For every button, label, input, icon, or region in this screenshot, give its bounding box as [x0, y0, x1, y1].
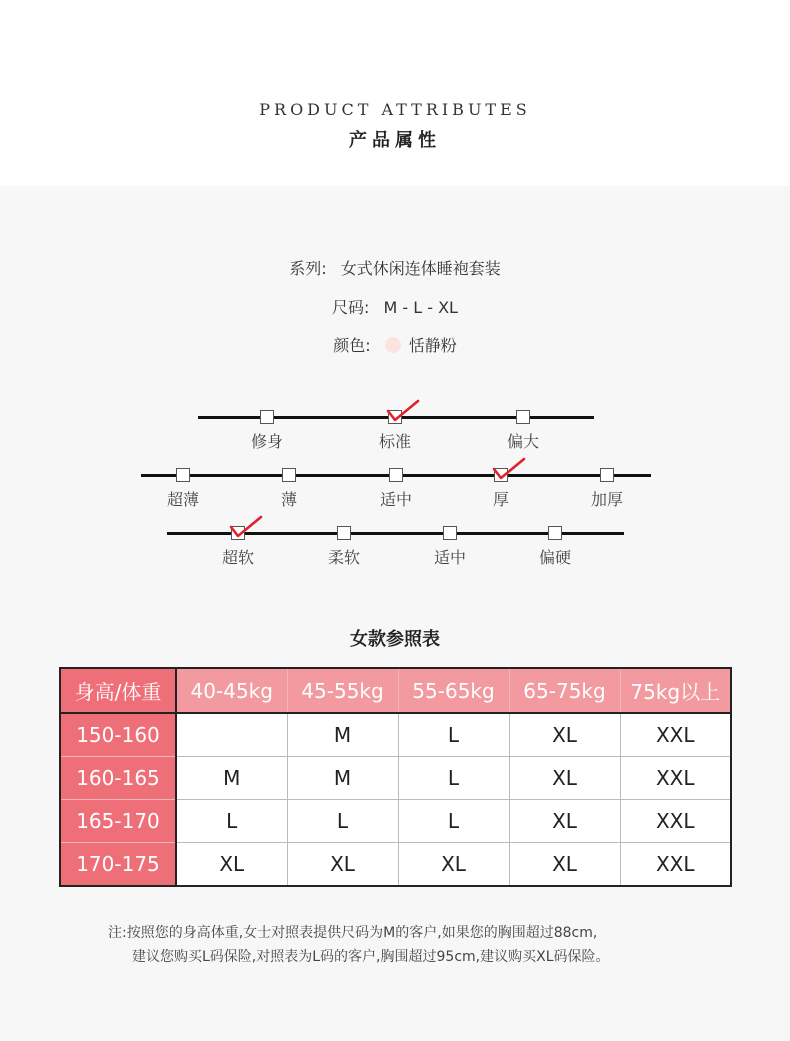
- check-mark-icon: [229, 515, 263, 539]
- weight-column-header: 55-65kg: [398, 668, 509, 713]
- table-row: [60, 757, 731, 800]
- title-chinese: 产品属性: [349, 130, 441, 151]
- scale-option-label: 超软: [221, 548, 254, 567]
- scale-option-label: 标准: [378, 432, 411, 451]
- size-cell: XXL: [620, 757, 731, 800]
- checkbox-thickness-1: [282, 468, 296, 482]
- size-cell: M: [287, 757, 398, 800]
- scale-option-label: 加厚: [590, 490, 623, 509]
- checkbox-fit-2: [516, 410, 530, 424]
- size-row: [0, 295, 790, 318]
- height-row-header: 170-175: [60, 842, 176, 886]
- note-line-2: 建议您购买L码保险,对照表为L码的客户,胸围超过95cm,建议购买XL码保险。: [132, 949, 610, 965]
- size-cell: [176, 713, 287, 757]
- height-row-header: 150-160: [60, 713, 176, 757]
- size-cell: XL: [176, 842, 287, 886]
- size-cell: XL: [509, 713, 620, 757]
- size-cell: XXL: [620, 713, 731, 757]
- series-value: 女式休闲连体睡袍套装: [340, 259, 501, 278]
- size-cell: XXL: [620, 842, 731, 886]
- weight-column-header: 40-45kg: [176, 668, 287, 713]
- size-cell: XL: [398, 842, 509, 886]
- series-label: 系列:: [289, 259, 327, 278]
- size-chart-table: [59, 667, 732, 887]
- checkbox-thickness-2: [389, 468, 403, 482]
- scale-option-label: 适中: [379, 490, 412, 509]
- height-row-header: 165-170: [60, 799, 176, 842]
- note-line-1: 注:按照您的身高体重,女士对照表提供尺码为M的客户,如果您的胸围超过88cm,: [108, 925, 598, 941]
- scale-option-label: 适中: [433, 548, 466, 567]
- weight-column-header: 45-55kg: [287, 668, 398, 713]
- size-cell: M: [287, 713, 398, 757]
- checkbox-softness-2: [443, 526, 457, 540]
- scale-option-label: 超薄: [166, 490, 199, 509]
- size-label: 尺码:: [332, 298, 370, 317]
- checkbox-fit-0: [260, 410, 274, 424]
- size-cell: XL: [509, 799, 620, 842]
- size-cell: L: [398, 713, 509, 757]
- checkbox-softness-3: [548, 526, 562, 540]
- title-english: PRODUCT ATTRIBUTES: [259, 100, 531, 119]
- size-value: M - L - XL: [383, 298, 458, 317]
- size-cell: XL: [509, 842, 620, 886]
- color-swatch: [385, 337, 401, 353]
- header-section: [0, 0, 790, 186]
- scale-option-label: 厚: [492, 490, 509, 509]
- check-mark-icon: [386, 399, 420, 423]
- size-chart-corner: 身高/体重: [60, 668, 176, 713]
- size-cell: L: [287, 799, 398, 842]
- color-value: 恬静粉: [408, 336, 457, 355]
- size-chart-header-row: [60, 668, 731, 713]
- size-cell: XL: [287, 842, 398, 886]
- color-row: [0, 333, 790, 356]
- weight-column-header: 75kg以上: [620, 668, 731, 713]
- size-cell: M: [176, 757, 287, 800]
- checkbox-thickness-0: [176, 468, 190, 482]
- checkbox-softness-1: [337, 526, 351, 540]
- checkbox-thickness-4: [600, 468, 614, 482]
- table-row: [60, 713, 731, 757]
- size-chart-title: 女款参照表: [350, 629, 440, 650]
- size-cell: L: [398, 757, 509, 800]
- scale-option-label: 修身: [250, 432, 283, 451]
- series-row: [0, 256, 790, 279]
- table-row: [60, 842, 731, 886]
- scale-option-label: 薄: [280, 490, 297, 509]
- weight-column-header: 65-75kg: [509, 668, 620, 713]
- size-cell: L: [398, 799, 509, 842]
- color-label: 颜色:: [333, 336, 371, 355]
- height-row-header: 160-165: [60, 757, 176, 800]
- table-row: [60, 799, 731, 842]
- size-cell: XL: [509, 757, 620, 800]
- scale-option-label: 柔软: [327, 548, 360, 567]
- scale-option-label: 偏大: [506, 432, 539, 451]
- check-mark-icon: [492, 457, 526, 481]
- size-note: [108, 921, 748, 969]
- scale-option-label: 偏硬: [538, 548, 571, 567]
- size-cell: L: [176, 799, 287, 842]
- size-cell: XXL: [620, 799, 731, 842]
